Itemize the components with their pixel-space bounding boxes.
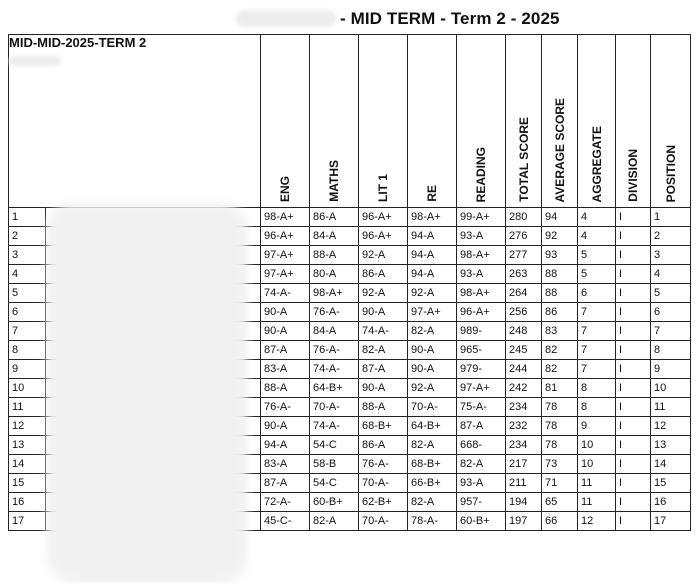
cell-lit1: 86-A bbox=[359, 265, 408, 284]
cell-division: I bbox=[616, 208, 651, 227]
column-header-reading bbox=[457, 35, 506, 208]
cell-position: 2 bbox=[651, 227, 691, 246]
cell-eng: 83-A bbox=[261, 455, 310, 474]
redacted-name-cell bbox=[46, 493, 261, 512]
cell-re: 82-A bbox=[408, 493, 457, 512]
cell-num: 9 bbox=[9, 360, 46, 379]
cell-num: 6 bbox=[9, 303, 46, 322]
column-header-eng bbox=[261, 35, 310, 208]
page-title: - MID TERM - Term 2 - 2025 bbox=[340, 9, 560, 28]
cell-re: 68-B+ bbox=[408, 455, 457, 474]
cell-re: 64-B+ bbox=[408, 417, 457, 436]
cell-reading: 75-A- bbox=[457, 398, 506, 417]
cell-total: 211 bbox=[506, 474, 542, 493]
cell-position: 8 bbox=[651, 341, 691, 360]
cell-average: 66 bbox=[542, 512, 578, 531]
cell-maths: 64-B+ bbox=[310, 379, 359, 398]
cell-reading: 93-A bbox=[457, 474, 506, 493]
redacted-name-cell bbox=[46, 246, 261, 265]
cell-maths: 84-A bbox=[310, 322, 359, 341]
cell-reading: 82-A bbox=[457, 455, 506, 474]
cell-reading: 957- bbox=[457, 493, 506, 512]
redacted-class-info bbox=[9, 56, 61, 66]
cell-num: 14 bbox=[9, 455, 46, 474]
cell-average: 73 bbox=[542, 455, 578, 474]
cell-reading: 98-A+ bbox=[457, 246, 506, 265]
table-row bbox=[9, 493, 691, 512]
redacted-name-cell bbox=[46, 341, 261, 360]
cell-re: 97-A+ bbox=[408, 303, 457, 322]
cell-eng: 96-A+ bbox=[261, 227, 310, 246]
cell-maths: 54-C bbox=[310, 474, 359, 493]
cell-num: 3 bbox=[9, 246, 46, 265]
redacted-name-cell bbox=[46, 436, 261, 455]
cell-aggregate: 4 bbox=[578, 208, 616, 227]
cell-average: 88 bbox=[542, 284, 578, 303]
cell-maths: 76-A- bbox=[310, 341, 359, 360]
redacted-name-cell bbox=[46, 474, 261, 493]
cell-re: 78-A- bbox=[408, 512, 457, 531]
cell-aggregate: 8 bbox=[578, 379, 616, 398]
cell-lit1: 88-A bbox=[359, 398, 408, 417]
cell-division: I bbox=[616, 379, 651, 398]
cell-num: 11 bbox=[9, 398, 46, 417]
cell-re: 70-A- bbox=[408, 398, 457, 417]
cell-aggregate: 7 bbox=[578, 341, 616, 360]
table-row bbox=[9, 341, 691, 360]
cell-lit1: 70-A- bbox=[359, 512, 408, 531]
cell-aggregate: 6 bbox=[578, 284, 616, 303]
cell-num: 17 bbox=[9, 512, 46, 531]
cell-aggregate: 10 bbox=[578, 455, 616, 474]
cell-re: 92-A bbox=[408, 284, 457, 303]
cell-total: 234 bbox=[506, 398, 542, 417]
column-header-division bbox=[616, 35, 651, 208]
cell-aggregate: 10 bbox=[578, 436, 616, 455]
cell-lit1: 90-A bbox=[359, 379, 408, 398]
cell-re: 92-A bbox=[408, 379, 457, 398]
cell-aggregate: 5 bbox=[578, 265, 616, 284]
cell-reading: 98-A+ bbox=[457, 284, 506, 303]
cell-division: I bbox=[616, 322, 651, 341]
cell-position: 5 bbox=[651, 284, 691, 303]
cell-aggregate: 7 bbox=[578, 303, 616, 322]
cell-re: 82-A bbox=[408, 322, 457, 341]
cell-eng: 90-A bbox=[261, 322, 310, 341]
cell-reading: 93-A bbox=[457, 265, 506, 284]
column-header-position bbox=[651, 35, 691, 208]
cell-num: 1 bbox=[9, 208, 46, 227]
cell-eng: 90-A bbox=[261, 417, 310, 436]
redacted-name-cell bbox=[46, 379, 261, 398]
cell-lit1: 76-A- bbox=[359, 455, 408, 474]
cell-re: 66-B+ bbox=[408, 474, 457, 493]
cell-average: 94 bbox=[542, 208, 578, 227]
cell-division: I bbox=[616, 455, 651, 474]
cell-num: 2 bbox=[9, 227, 46, 246]
cell-total: 263 bbox=[506, 265, 542, 284]
column-header-label: DIVISION bbox=[626, 149, 640, 202]
table-row bbox=[9, 417, 691, 436]
cell-aggregate: 5 bbox=[578, 246, 616, 265]
cell-re: 94-A bbox=[408, 246, 457, 265]
column-header-re bbox=[408, 35, 457, 208]
column-header-label: AGGREGATE bbox=[589, 125, 604, 202]
redacted-name-cell bbox=[46, 208, 261, 227]
cell-num: 13 bbox=[9, 436, 46, 455]
table-row bbox=[9, 474, 691, 493]
cell-maths: 82-A bbox=[310, 512, 359, 531]
cell-maths: 84-A bbox=[310, 227, 359, 246]
table-row bbox=[9, 284, 691, 303]
redacted-name-cell bbox=[46, 322, 261, 341]
cell-aggregate: 8 bbox=[578, 398, 616, 417]
cell-reading: 87-A bbox=[457, 417, 506, 436]
cell-average: 71 bbox=[542, 474, 578, 493]
cell-eng: 97-A+ bbox=[261, 265, 310, 284]
cell-position: 12 bbox=[651, 417, 691, 436]
cell-re: 94-A bbox=[408, 265, 457, 284]
redacted-name-cell bbox=[46, 265, 261, 284]
redacted-name-cell bbox=[46, 227, 261, 246]
cell-re: 82-A bbox=[408, 436, 457, 455]
cell-division: I bbox=[616, 341, 651, 360]
cell-eng: 72-A- bbox=[261, 493, 310, 512]
cell-eng: 87-A bbox=[261, 474, 310, 493]
column-header-label: ENG bbox=[278, 175, 292, 202]
cell-aggregate: 11 bbox=[578, 493, 616, 512]
cell-num: 16 bbox=[9, 493, 46, 512]
cell-average: 78 bbox=[542, 436, 578, 455]
table-row bbox=[9, 379, 691, 398]
table-row bbox=[9, 360, 691, 379]
cell-average: 82 bbox=[542, 360, 578, 379]
redacted-name-cell bbox=[46, 360, 261, 379]
cell-aggregate: 9 bbox=[578, 417, 616, 436]
cell-num: 4 bbox=[9, 265, 46, 284]
cell-maths: 98-A+ bbox=[310, 284, 359, 303]
cell-total: 244 bbox=[506, 360, 542, 379]
cell-num: 5 bbox=[9, 284, 46, 303]
cell-maths: 74-A- bbox=[310, 360, 359, 379]
column-header-label: RE bbox=[425, 185, 439, 202]
cell-total: 256 bbox=[506, 303, 542, 322]
cell-num: 10 bbox=[9, 379, 46, 398]
column-header-label: READING bbox=[474, 146, 488, 202]
cell-eng: 74-A- bbox=[261, 284, 310, 303]
cell-maths: 74-A- bbox=[310, 417, 359, 436]
cell-average: 78 bbox=[542, 398, 578, 417]
cell-lit1: 70-A- bbox=[359, 474, 408, 493]
cell-eng: 97-A+ bbox=[261, 246, 310, 265]
cell-num: 15 bbox=[9, 474, 46, 493]
column-header-maths bbox=[310, 35, 359, 208]
cell-position: 4 bbox=[651, 265, 691, 284]
cell-average: 78 bbox=[542, 417, 578, 436]
cell-lit1: 87-A bbox=[359, 360, 408, 379]
cell-total: 197 bbox=[506, 512, 542, 531]
cell-maths: 80-A bbox=[310, 265, 359, 284]
cell-reading: 979- bbox=[457, 360, 506, 379]
cell-total: 242 bbox=[506, 379, 542, 398]
cell-maths: 60-B+ bbox=[310, 493, 359, 512]
cell-re: 98-A+ bbox=[408, 208, 457, 227]
cell-division: I bbox=[616, 436, 651, 455]
cell-average: 86 bbox=[542, 303, 578, 322]
cell-eng: 94-A bbox=[261, 436, 310, 455]
cell-reading: 60-B+ bbox=[457, 512, 506, 531]
cell-division: I bbox=[616, 398, 651, 417]
cell-position: 1 bbox=[651, 208, 691, 227]
cell-total: 234 bbox=[506, 436, 542, 455]
cell-division: I bbox=[616, 512, 651, 531]
cell-division: I bbox=[616, 227, 651, 246]
cell-position: 9 bbox=[651, 360, 691, 379]
column-header-lit1 bbox=[359, 35, 408, 208]
column-header-aggregate bbox=[578, 35, 616, 208]
table-row bbox=[9, 265, 691, 284]
cell-division: I bbox=[616, 474, 651, 493]
cell-total: 276 bbox=[506, 227, 542, 246]
cell-position: 17 bbox=[651, 512, 691, 531]
table-row bbox=[9, 398, 691, 417]
cell-lit1: 92-A bbox=[359, 284, 408, 303]
class-header-cell bbox=[9, 35, 261, 208]
table-row bbox=[9, 227, 691, 246]
cell-lit1: 74-A- bbox=[359, 322, 408, 341]
cell-aggregate: 7 bbox=[578, 360, 616, 379]
cell-average: 93 bbox=[542, 246, 578, 265]
cell-division: I bbox=[616, 493, 651, 512]
cell-reading: 97-A+ bbox=[457, 379, 506, 398]
cell-maths: 86-A bbox=[310, 208, 359, 227]
cell-reading: 96-A+ bbox=[457, 303, 506, 322]
cell-total: 245 bbox=[506, 341, 542, 360]
table-row bbox=[9, 246, 691, 265]
cell-maths: 58-B bbox=[310, 455, 359, 474]
cell-re: 90-A bbox=[408, 341, 457, 360]
cell-total: 277 bbox=[506, 246, 542, 265]
column-header-average-score bbox=[542, 35, 578, 208]
redacted-name-cell bbox=[46, 512, 261, 531]
cell-average: 83 bbox=[542, 322, 578, 341]
cell-reading: 965- bbox=[457, 341, 506, 360]
cell-average: 65 bbox=[542, 493, 578, 512]
cell-lit1: 96-A+ bbox=[359, 208, 408, 227]
cell-eng: 76-A- bbox=[261, 398, 310, 417]
column-header-label: TOTAL SCORE bbox=[516, 117, 531, 202]
cell-aggregate: 7 bbox=[578, 322, 616, 341]
cell-division: I bbox=[616, 284, 651, 303]
cell-total: 232 bbox=[506, 417, 542, 436]
cell-reading: 93-A bbox=[457, 227, 506, 246]
cell-reading: 989- bbox=[457, 322, 506, 341]
cell-position: 15 bbox=[651, 474, 691, 493]
cell-position: 11 bbox=[651, 398, 691, 417]
table-header-row bbox=[9, 35, 691, 208]
cell-division: I bbox=[616, 303, 651, 322]
redacted-name-cell bbox=[46, 284, 261, 303]
table-row bbox=[9, 208, 691, 227]
redacted-name-cell bbox=[46, 455, 261, 474]
redacted-name-cell bbox=[46, 417, 261, 436]
cell-eng: 87-A bbox=[261, 341, 310, 360]
cell-eng: 98-A+ bbox=[261, 208, 310, 227]
cell-average: 92 bbox=[542, 227, 578, 246]
cell-position: 16 bbox=[651, 493, 691, 512]
column-header-label: AVERAGE SCORE bbox=[552, 97, 567, 202]
cell-lit1: 68-B+ bbox=[359, 417, 408, 436]
cell-average: 82 bbox=[542, 341, 578, 360]
cell-position: 3 bbox=[651, 246, 691, 265]
cell-maths: 70-A- bbox=[310, 398, 359, 417]
cell-lit1: 92-A bbox=[359, 246, 408, 265]
cell-lit1: 96-A+ bbox=[359, 227, 408, 246]
table-row bbox=[9, 512, 691, 531]
cell-aggregate: 4 bbox=[578, 227, 616, 246]
cell-total: 194 bbox=[506, 493, 542, 512]
cell-total: 264 bbox=[506, 284, 542, 303]
table-row bbox=[9, 303, 691, 322]
cell-position: 13 bbox=[651, 436, 691, 455]
cell-position: 7 bbox=[651, 322, 691, 341]
cell-position: 6 bbox=[651, 303, 691, 322]
cell-division: I bbox=[616, 360, 651, 379]
cell-average: 81 bbox=[542, 379, 578, 398]
cell-lit1: 62-B+ bbox=[359, 493, 408, 512]
class-label: MID-MID-2025-TERM 2 bbox=[9, 35, 147, 50]
cell-total: 280 bbox=[506, 208, 542, 227]
cell-num: 8 bbox=[9, 341, 46, 360]
cell-re: 90-A bbox=[408, 360, 457, 379]
redacted-name-cell bbox=[46, 398, 261, 417]
cell-lit1: 86-A bbox=[359, 436, 408, 455]
cell-maths: 88-A bbox=[310, 246, 359, 265]
results-table-body bbox=[9, 208, 691, 531]
cell-num: 7 bbox=[9, 322, 46, 341]
cell-num: 12 bbox=[9, 417, 46, 436]
cell-re: 94-A bbox=[408, 227, 457, 246]
cell-division: I bbox=[616, 265, 651, 284]
cell-aggregate: 11 bbox=[578, 474, 616, 493]
table-row bbox=[9, 322, 691, 341]
cell-reading: 668- bbox=[457, 436, 506, 455]
cell-eng: 88-A bbox=[261, 379, 310, 398]
cell-reading: 99-A+ bbox=[457, 208, 506, 227]
cell-division: I bbox=[616, 417, 651, 436]
cell-total: 248 bbox=[506, 322, 542, 341]
cell-aggregate: 12 bbox=[578, 512, 616, 531]
column-header-label: MATHS bbox=[327, 160, 341, 202]
cell-maths: 54-C bbox=[310, 436, 359, 455]
cell-lit1: 90-A bbox=[359, 303, 408, 322]
table-row bbox=[9, 455, 691, 474]
cell-eng: 90-A bbox=[261, 303, 310, 322]
cell-lit1: 82-A bbox=[359, 341, 408, 360]
cell-position: 10 bbox=[651, 379, 691, 398]
cell-eng: 83-A bbox=[261, 360, 310, 379]
cell-division: I bbox=[616, 246, 651, 265]
cell-eng: 45-C- bbox=[261, 512, 310, 531]
cell-position: 14 bbox=[651, 455, 691, 474]
results-table bbox=[8, 34, 691, 531]
column-header-label: LIT 1 bbox=[376, 173, 390, 202]
cell-total: 217 bbox=[506, 455, 542, 474]
redacted-school-name bbox=[236, 10, 336, 27]
table-row bbox=[9, 436, 691, 455]
cell-maths: 76-A- bbox=[310, 303, 359, 322]
column-header-label: POSITION bbox=[663, 144, 678, 202]
cell-average: 88 bbox=[542, 265, 578, 284]
column-header-total-score bbox=[506, 35, 542, 208]
redacted-name-cell bbox=[46, 303, 261, 322]
